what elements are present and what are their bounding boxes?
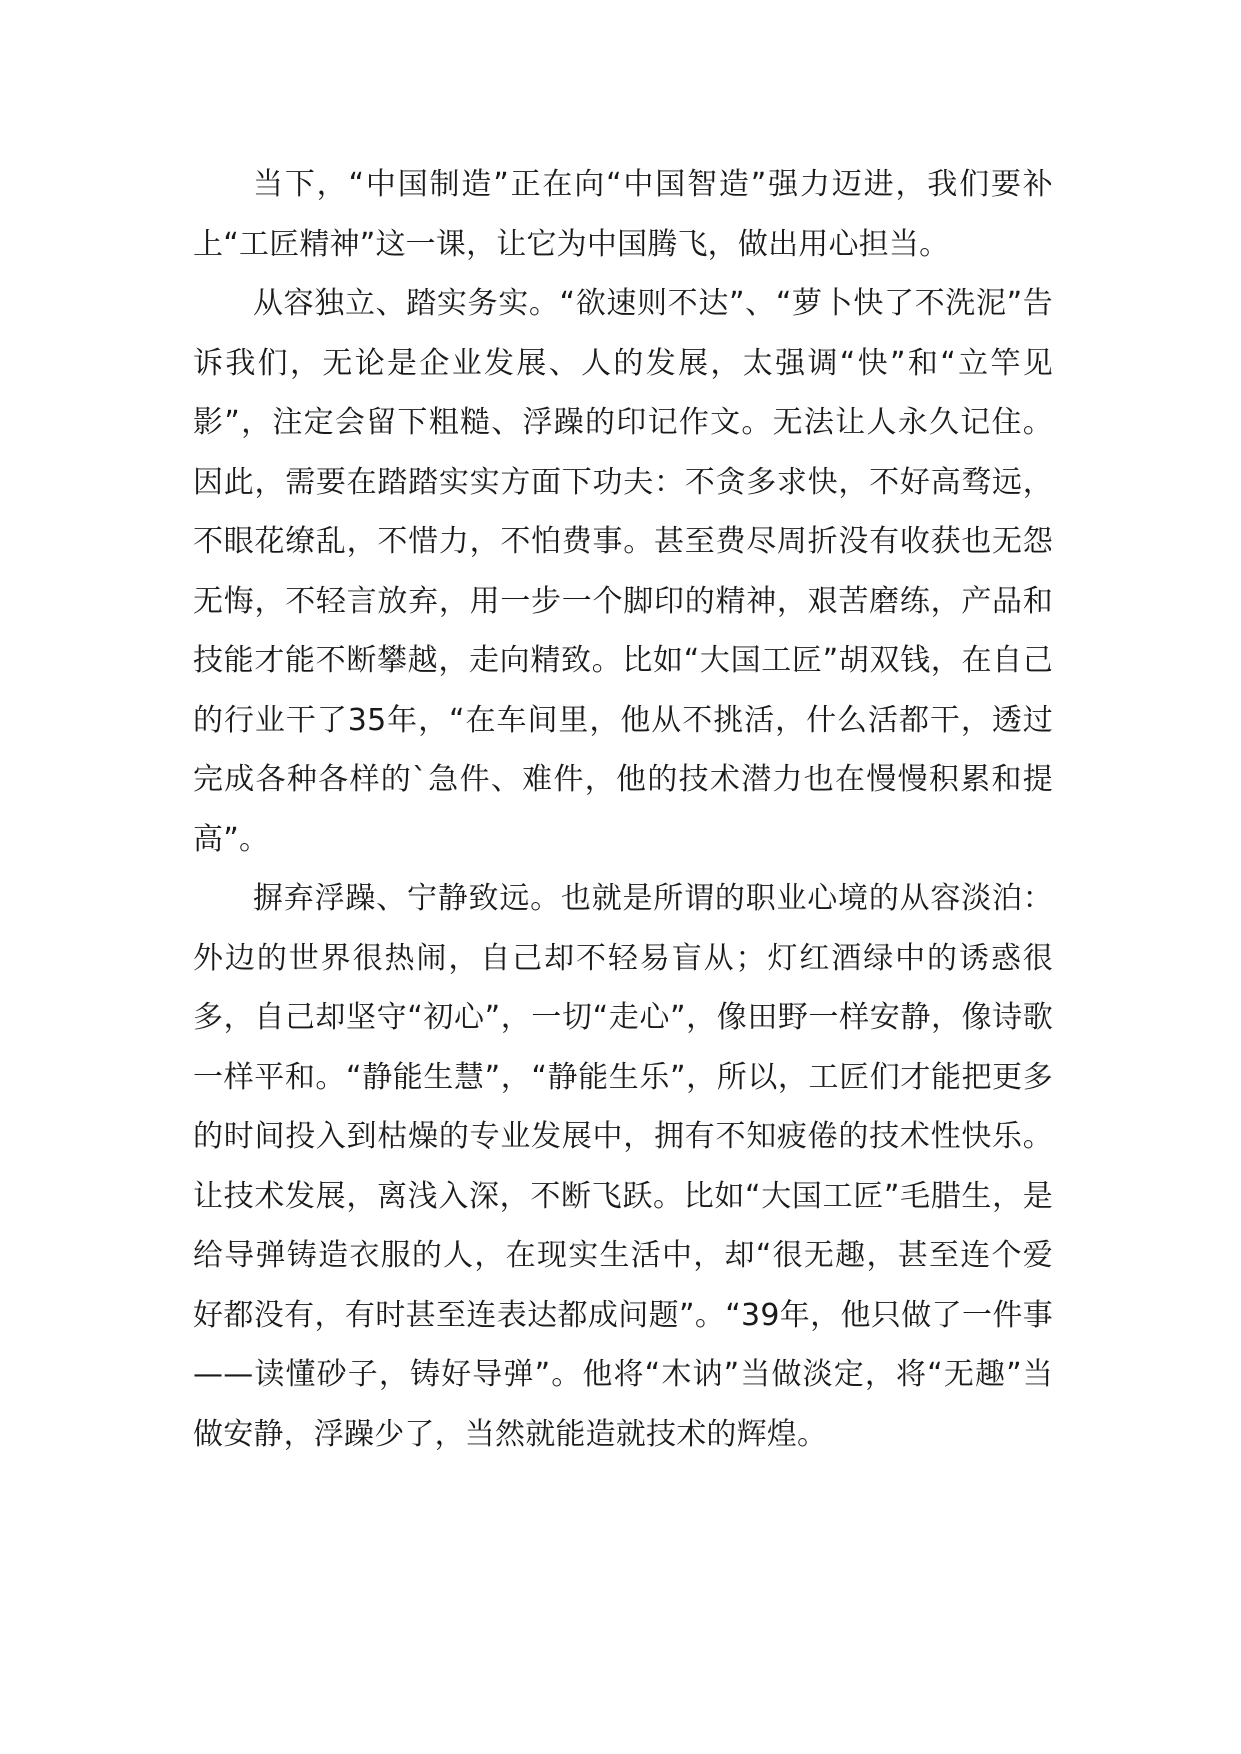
paragraph-1: 当下，“中国制造”正在向“中国智造”强力迈进，我们要补上“工匠精神”这一课，让它为中国腾飞，做出用心担当。 xyxy=(193,167,1053,262)
paragraph-3: 摒弃浮躁、宁静致远。也就是所谓的职业心境的从容淡泊：外边的世界很热闹，自己却不轻易盲从；灯红酒绿中的诱惑很多，自己却坚守“初心”，一切“走心”，像田野一样安静，像诗歌一样平和。“静能生慧”，“静能生乐”，所以，工匠们才能把更多的时间投入到枯燥的专业发展中，拥有不知疲倦的技术性快乐。让技术发展，离浅入深，不断飞跃。比如“大国工匠”毛腊生，是给导弹铸造衣服的人，在现实生活中，却“很无趣，甚至连个爱好都没有，有时甚至连表达都成问题”。“39年，他只做了一件事——读懂砂子，铸好导弹”。他将“木讷”当做淡定，将“无趣”当做安静，浮躁少了，当然就能造就技术的辉煌。 xyxy=(193,881,1053,1452)
document-body xyxy=(193,155,1053,1464)
paragraph-2: 从容独立、踏实务实。“欲速则不达”、“萝卜快了不洗泥”告诉我们，无论是企业发展、人的发展，太强调“快”和“立竿见影”，注定会留下粗糙、浮躁的印记作文。无法让人永久记住。因此，需要在踏踏实实方面下功夫：不贪多求快，不好高骛远，不眼花缭乱，不惜力，不怕费事。甚至费尽周折没有收获也无怨无悔，不轻言放弃，用一步一个脚印的精神，艰苦磨练，产品和技能才能不断攀越，走向精致。比如“大国工匠”胡双钱，在自己的行业干了35年，“在车间里，他从不挑活，什么活都干，透过完成各种各样的`急件、难件，他的技术潜力也在慢慢积累和提高”。 xyxy=(193,286,1053,857)
